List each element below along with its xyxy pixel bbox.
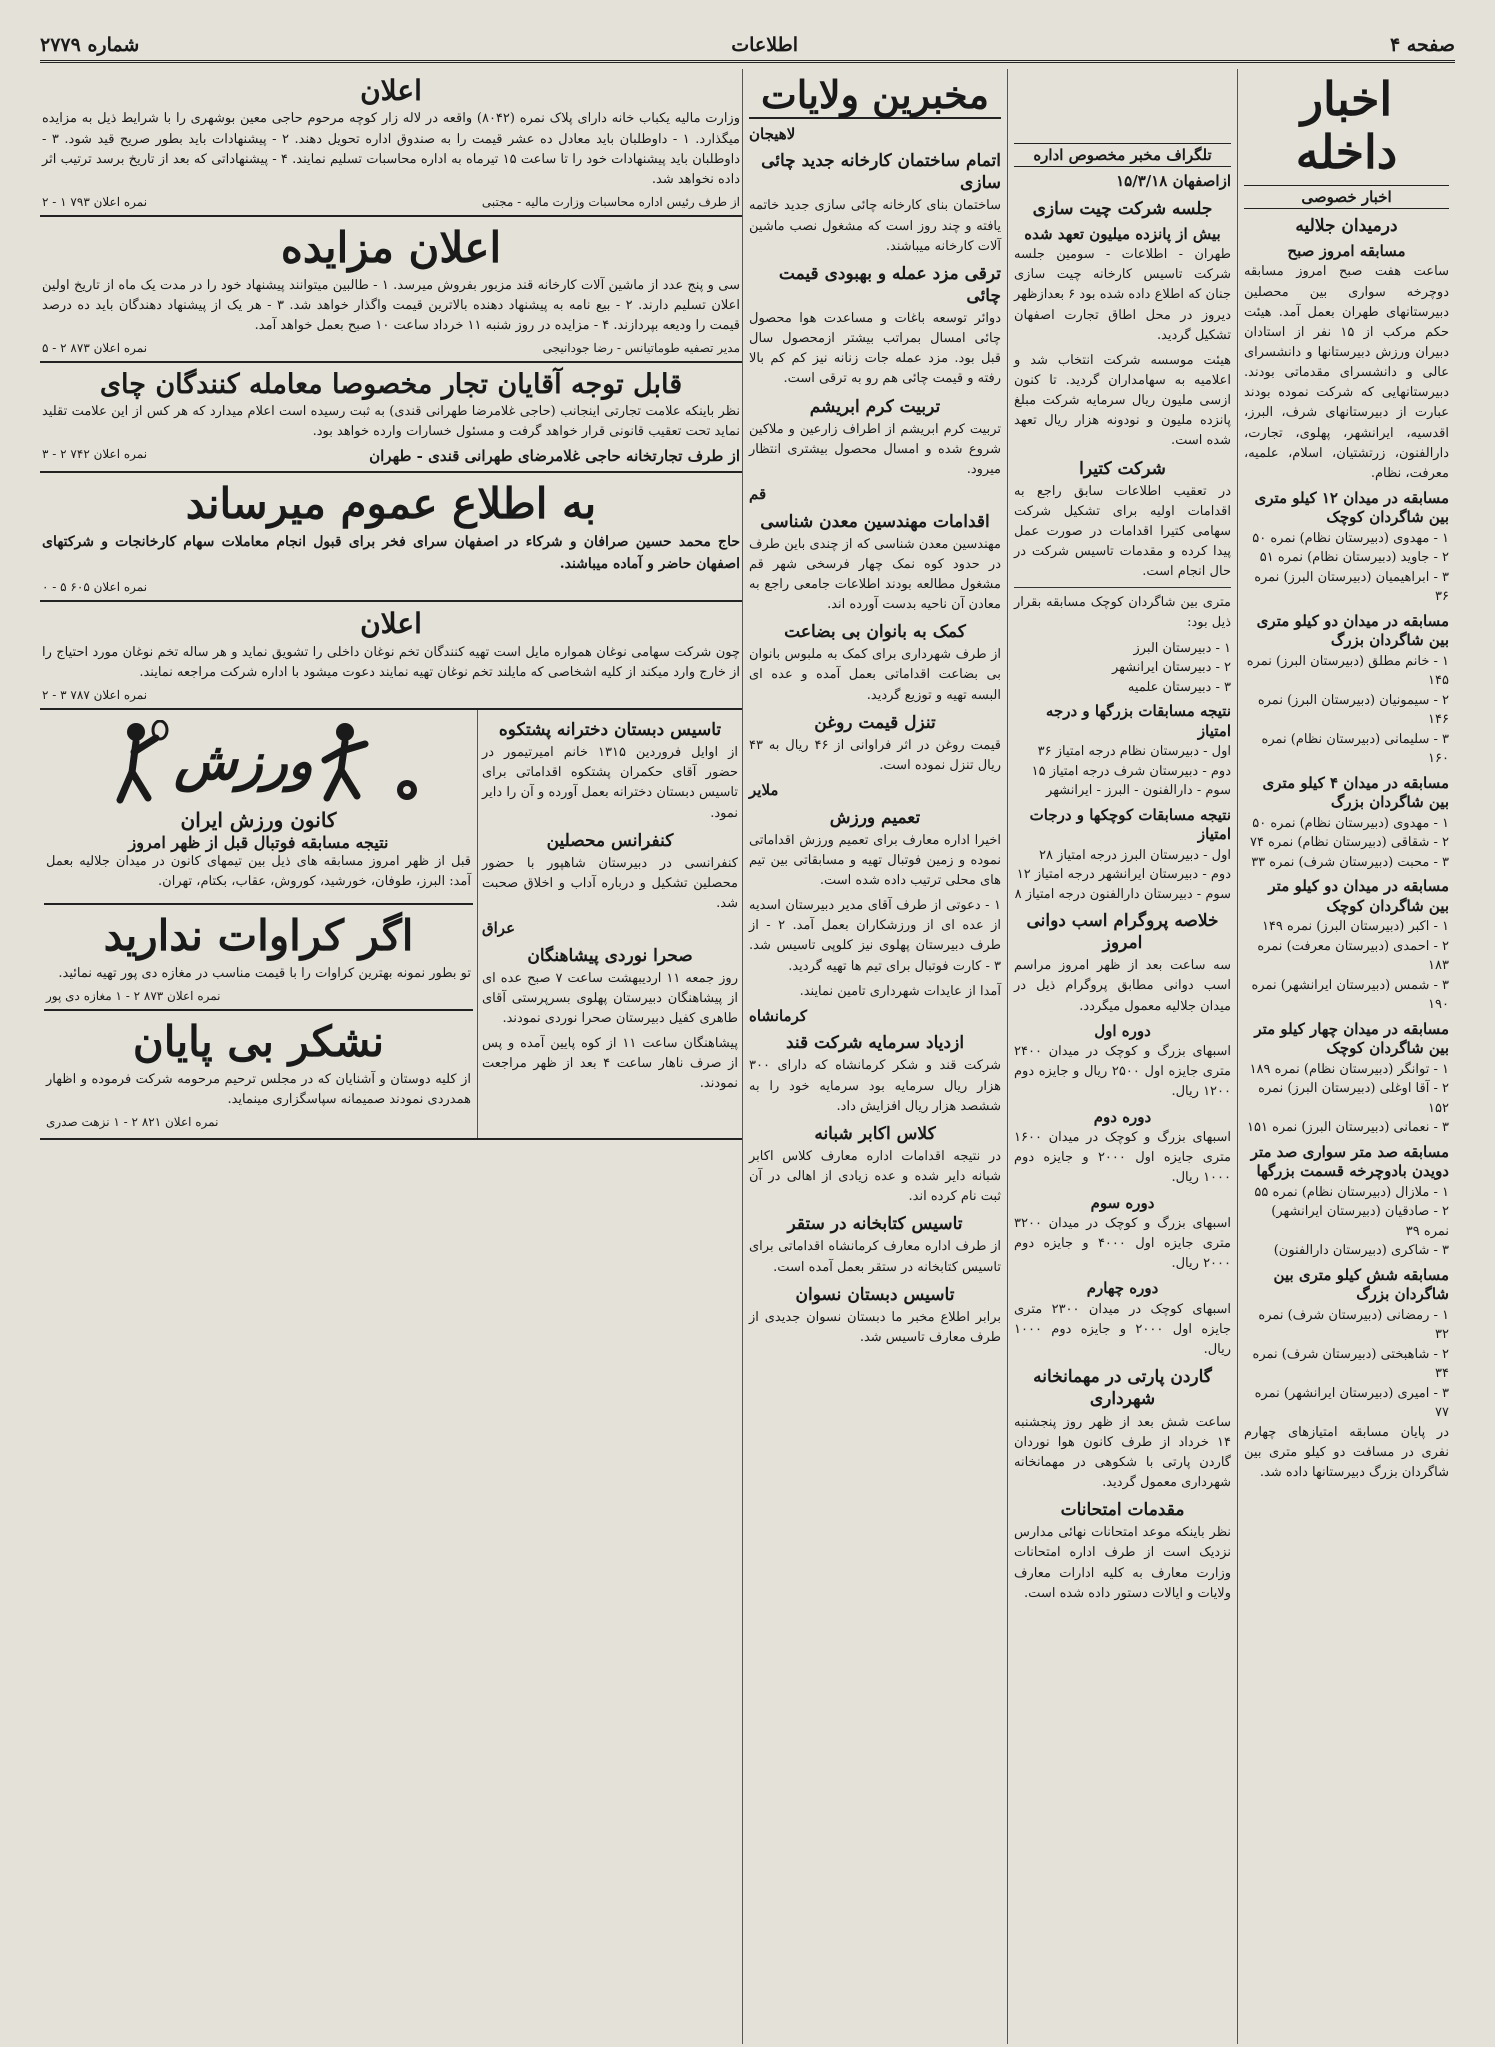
ad5-foot-left: نمره اعلان ۷۸۷ ۳ - ۲ (42, 687, 148, 702)
sport-logo (46, 717, 471, 807)
ad-public-notice (40, 473, 742, 602)
big-rank-1: اول - دبیرستان نظام درجه امتیاز ۳۶ (1037, 744, 1231, 760)
race-e-2: ۲ - آقا اوغلی (دبیرستان البرز) نمره ۱۵۲ (1258, 1081, 1449, 1116)
race-d-3: ۳ - شمس (دبیرستان ایرانشهر) نمره ۱۹۰ (1251, 977, 1449, 1013)
race-a-3: ۳ - ابراهیمیان (دبیرستان البرز) نمره ۳۶ (1254, 569, 1449, 605)
race-a-2: ۲ - جاوید (دبیرستان نظام) نمره ۵۱ (1259, 550, 1449, 566)
race-f-1: ۱ - ملازال (دبیرستان نظام) نمره ۵۵ (1254, 1184, 1449, 1200)
race-c-3: ۳ - محبت (دبیرستان شرف) نمره ۳۳ (1251, 854, 1449, 870)
race-a-1: ۱ - مهدوی (دبیرستان نظام) نمره ۵۰ (1252, 530, 1449, 546)
headline-tea-price: ترقی مزد عمله و بهبودی قیمت چائی (778, 263, 1001, 306)
headline-jalalieh: درمیدان جلالیه (1295, 215, 1398, 236)
big-rank-2: دوم - دبیرستان شرف درجه امتیاز ۱۵ (1031, 763, 1231, 779)
exams-p11: نظر باینکه موعد امتحانات نهائی مدارس نزدیک است از طرف اداره امتحانات وزارت معارف به کلیه ادارات معارف ولایات و ایالات دستور داده شده است. (1014, 1525, 1231, 1601)
headline-library: تاسیس کتابخانه در ستقر (787, 1214, 963, 1235)
ad6-text: تو بطور نمونه بهترین کراوات را با قیمت مناسب در مغازه دی پور تهیه نمائید. (58, 965, 471, 981)
headline-conference: کنفرانس محصلین (546, 830, 674, 851)
tennis-player-icon (90, 720, 170, 804)
ad-auction (40, 217, 742, 363)
conference-p2: کنفرانسی در دبیرستان شاهپور با حضور محصلین تشکیل و درباره آداب و اخلاق صحبت شد. (482, 855, 738, 912)
sport-subtitle: نتیجه مسابقه فوتبال قبل از ظهر امروز (128, 832, 389, 852)
column-telegraph (1007, 69, 1237, 2044)
race-e-1: ۱ - توانگر (دبیرستان نظام) نمره ۱۸۹ (1249, 1061, 1449, 1077)
race-heading-a: مسابقه در میدان ۱۲ کیلو متری بین شاگردان کوچک (1254, 488, 1449, 527)
race-heading-b: مسابقه در میدان دو کیلو متری بین شاگردان بزرگ (1256, 611, 1449, 650)
city-arak: عراق (482, 919, 516, 938)
headline-sports-spread: تعمیم ورزش (829, 807, 921, 828)
ad-thanks (44, 1011, 473, 1135)
columns (40, 69, 1455, 2044)
class-p11: در نتیجه اقدامات اداره معارف کلاس اکابر شبانه دایر شده و عده زیادی از اهالی در آن ثبت نام کرده اند. (749, 1148, 1001, 1205)
ad3-title: قابل توجه آقایان تجار مخصوصا معامله کنندگان چای (99, 368, 683, 400)
ad7-text: از کلیه دوستان و آشنایان که در مجلس ترحیم مرحومه شرکت فرموده و اظهار همدردی نمودند صمیمانه سپاسگزاری مینماید. (46, 1071, 471, 1107)
silk-p3: تربیت کرم ابریشم از اطراف زارعین و ملاکین شروع شده و امسال محصول بیشتری انتظار میرود. (749, 421, 1001, 477)
ad4-footer (42, 580, 740, 594)
ad6-footer (46, 989, 471, 1003)
ad7-title: نشکر بی پایان (132, 1017, 385, 1066)
small-rank-2: دوم - دبیرستان ایرانشهر درجه امتیاز ۱۲ (1016, 867, 1231, 883)
ad1-text: وزارت مالیه یکباب خانه دارای پلاک نمره (۸۰۴۲) واقعه در لاله زار کوچه مرحوم حاجی معین بوشهری را با شرایط ذیل به مزایده میگذارد. ۱ - داوطلبان باید معادل ده عشر قیمت را به صندوق اداره تحویل دهند. ۲ - پیشنهادات باید بطور صریح قید شود. ۳ - داوطلبان باید پیشنهادات خود را تا ساعت ۱۵ تیرماه به اداره محاسبات تسلیم نمایند. ۴ - پیشنهاداتی که بعد از تاریخ برسد ترتیب اثر داده نخواهد شد. (42, 111, 740, 187)
katira-p3: در تعقیب اطلاعات سابق راجع به اقدامات اولیه برای تشکیل شرکت سهامی کتیرا اقدامات در صورت عمل پیدا کرده و مقدمات تاسیس شرکت در حال انجام است. (1014, 483, 1231, 580)
ad3-text: نظر باینکه علامت تجارتی اینجانب (حاجی غلامرضا طهرانی قندی) به ثبت رسیده است اعلام میدارد که هر کس از این علامت تقلید نماید تحت تعقیب قانونی قرار خواهد گرفت و مسئول خسارات وارده خواهد بود. (42, 404, 740, 440)
headline-night-class: کلاس اکابر شبانه (814, 1123, 936, 1144)
headline-silkworm: تربیت کرم ابریشم (809, 396, 941, 417)
horse-round-2: دوره دوم (1093, 1107, 1152, 1126)
ad-necktie (44, 905, 473, 1011)
scouts-p3: روز جمعه ۱۱ اردیبهشت ساعت ۷ صبح عده ای از پیشاهنگان دبیرستان پهلوی بسرپرستی آقای طاهری کفیل دبیرستان صحرا نوردی نمودند. (482, 970, 738, 1027)
ad4-title: به اطلاع عموم میرساند (185, 479, 597, 529)
oil-p6: قیمت روغن در اثر فراوانی از ۴۶ ریال به ۴۳ ریال تنزل نموده است. (749, 737, 1001, 773)
race-b-2: ۲ - سیمونیان (دبیرستان البرز) نمره ۱۴۶ (1257, 692, 1449, 728)
race-b-1: ۱ - خانم مطلق (دبیرستان البرز) نمره ۱۴۵ (1246, 653, 1449, 689)
scouts-p4: پیشاهنگان ساعت ۱۱ از کوه پایین آمده و پس از صرف ناهار ساعت ۴ بعد از ظهر مراجعت نمودند. (482, 1036, 739, 1092)
bottom-split (40, 710, 742, 1140)
ad2-text: سی و پنج عدد از ماشین آلات کارخانه قند مزبور بفروش میرسد. ۱ - طالبین میتوانند پیشنهاد خود را در مدت یک ماه از تاریخ اولین اعلان تسلیم دارند. ۲ - بیع نامه به پیشنهاد دهنده بالاترین قیمت واگذار خواهد شد. ۳ - هر یک از پیشنهاد دهندگان باید ده درصد قیمت را ودیعه بپردازند. ۴ - مزایده در روز شنبه ۱۱ خرداد ساعت ۱۰ صبح بعمل خواهد آمد. (42, 277, 741, 333)
sports-p9: آمدا از عایدات شهرداری تامین نمایند. (799, 983, 1001, 999)
horse-p9: اسبهای کوچک در میدان ۲۳۰۰ متری جایزه اول ۲۰۰۰ و جایزه دوم ۱۰۰۰ ریال. (1014, 1301, 1231, 1358)
ads-lower (40, 710, 477, 1138)
garden-p10: ساعت شش بعد از ظهر روز پنجشنبه ۱۴ خرداد از طرف کانون هوا نوردان گاردن پارتی با شکوهی در مهمانخانه شهرداری معمول گردید. (1014, 1414, 1231, 1490)
tea-p1: ساختمان بنای کارخانه چائی سازی جدید خاتمه یافته و چند روز است که مشغول نصب ماشین آلات کارخانه میباشند. (749, 198, 1001, 254)
mining-p4: مهندسین معدن شناسی که از چندی باین طرف در حدود کوه نمک چهار فرسخی شهر قم مشغول مطالعه بودند اطلاعات جامعی راجع به معادن آن ناحیه بدست آورده اند. (749, 536, 1001, 613)
race-d-2: ۲ - احمدی (دبیرستان معرفت) نمره ۱۸۳ (1257, 938, 1449, 974)
race-g-1: ۱ - رمضانی (دبیرستان شرف) نمره ۳۲ (1258, 1307, 1449, 1343)
horse-round-4: دوره چهارم (1086, 1279, 1159, 1298)
race-outro: در پایان مسابقه امتیازهای چهارم نفری در مسافت دو کیلو متری بین شاگردان بزرگ دبیرستانها داده شد. (1244, 1424, 1449, 1481)
masthead-page: صفحه ۴ (1389, 34, 1455, 56)
school-1: ۱ - دبیرستان البرز (1133, 640, 1231, 656)
horse-p6: اسبهای بزرگ و کوچک در میدان ۲۴۰۰ متری جایزه اول ۲۵۰۰ ریال و جایزه دوم ۱۲۰۰ ریال. (1014, 1044, 1231, 1100)
chit-p1: طهران - اطلاعات - سومین جلسه شرکت تاسیس کارخانه چیت سازی جنان که اطلاع داده شده بود ۶ بعدازظهر دیروز در محل اطاق تجارت اصفهان تشکیل گردید. (1014, 247, 1231, 343)
ad7-footer (46, 1115, 471, 1129)
band-private-news: اخبار خصوصی (1244, 185, 1449, 209)
ad-silk-company (40, 602, 742, 710)
horse-p7: اسبهای بزرگ و کوچک در میدان ۱۶۰۰ متری جایزه اول ۲۰۰۰ و جایزه دوم ۱۰۰۰ ریال. (1014, 1130, 1231, 1186)
race-heading-e: مسابقه در میدان چهار کیلو متر بین شاگردان کوچک (1254, 1019, 1449, 1058)
race-g-2: ۲ - شاهبختی (دبیرستان شرف) نمره ۳۴ (1252, 1346, 1449, 1382)
big-rank-3: سوم - دارالفنون - البرز - ایرانشهر (1046, 783, 1231, 799)
section-title-domestic: اخبار داخله (1295, 72, 1398, 179)
chit-p2: هیئت موسسه شرکت انتخاب شد و اعلامیه به سهامداران گردید. تا کنون ازسی ملیون ریال سرمایه شرکت مبلغ پانزده ملیون و نودونه هزار ریال تعهد شده است. (1014, 352, 1231, 449)
ad4-foot-left: نمره اعلان ۶۰۵ ۵ - ۰ (42, 580, 148, 595)
headline-oil-price: تنزل قیمت روغن (814, 712, 936, 733)
race-heading-g: مسابقه شش کیلو متری بین شاگردان بزرگ (1273, 1265, 1449, 1304)
library-p12: از طرف اداره معارف کرمانشاه اقداماتی برای تاسیس کتابخانه در ستقر بعمل آمده است. (749, 1239, 1001, 1275)
results-intro: متری بین شاگردان کوچک مسابقه بقرار ذیل بود: (1014, 595, 1231, 631)
masthead-issue: شماره ۲۷۷۹ (40, 34, 140, 56)
headline-girls-school: تاسیس دبستان نسوان (795, 1284, 955, 1305)
ad7-foot-left: نمره اعلان ۸۲۱ ۲ - ۱ نزهت صدری (46, 1114, 219, 1129)
race-f-2: ۲ - صادقیان (دبیرستان ایرانشهر) نمره ۳۹ (1271, 1204, 1449, 1239)
race-intro: ساعت هفت صبح امروز مسابقه دوچرخه سواری بین محصلین دبیرستانهای طهران بعمل آمد. هیئت حکم مرکب از ۱۵ نفر از استادان دبیران ورزش دبیرستانها و دانشسرای عالی و دانشسرای مقدماتی بودند. دبیرستانهایی که شرکت نموده بودند عبارت از دبیرستانهای شرف، البرز، اقدسیه، ایرانشهر، پهلوی، تجارت، دارالفنون، زرتشتیان، اسلام، علمیه، معرفت، نظام. (1244, 264, 1449, 481)
ad4-text: حاج محمد حسین صرافان و شرکاء در اصفهان سرای فخر برای قبول انجام معاملات سهام کارخانجات و شرکتهای اصفهان حاضر و آماده میباشند. (42, 533, 740, 572)
horse-round-3: دوره سوم (1090, 1193, 1155, 1212)
ad2-foot-left: نمره اعلان ۸۷۳ ۲ - ۵ (42, 340, 148, 355)
race-c-2: ۲ - شقاقی (دبیرستان نظام) نمره ۷۴ (1250, 835, 1449, 851)
ad-finance-ministry (40, 69, 742, 217)
ad1-title: اعلان (360, 74, 422, 107)
race-heading-d: مسابقه در میدان دو کیلو متر بین شاگردان کوچک (1268, 877, 1449, 915)
band-telegraph: تلگراف مخبر مخصوص اداره (1014, 143, 1231, 167)
sugar-p10: شرکت قند و شکر کرمانشاه که دارای ۳۰۰ هزار ریال سرمایه بود سرمایه خود را به ششصد هزار ریال افزایش داد. (749, 1058, 1001, 1114)
footballer-icon (317, 720, 427, 804)
headline-sugar-capital: ازدیاد سرمایه شرکت قند (785, 1033, 965, 1054)
ad1-footer (42, 195, 740, 209)
race-f-3: ۳ - شاکری (دبیرستان دارالفنون) (1273, 1243, 1449, 1259)
girls-p13: برابر اطلاع مخبر ما دبستان نسوان جدیدی از طرف معارف تاسیس شد. (749, 1309, 1001, 1345)
sport-club-title: کانون ورزش ایران (180, 807, 337, 832)
race-heading-f: مسابقه صد متر سواری صد متر دویدن بادوچرخه قسمت بزرگها (1250, 1142, 1449, 1181)
ad6-title: اگر کراوات ندارید (103, 911, 414, 961)
subheadline-race: مسابقه امروز صبح (1287, 241, 1406, 260)
sports-p8: ۱ - دعوتی از طرف آقای مدیر دبیرستان اسدیه از عده ای از ورزشکاران بعمل آمد. ۲ - از طرف دبیرستان پهلوی نیز کلوپی تاسیس شد. ۳ - کارت فوتبال برای تیم ها تهیه گردید. (749, 898, 1002, 974)
sports-p7: اخیرا اداره معارف برای تعمیم ورزش اقداماتی نموده و زمین فوتبال تهیه و مسابقاتی بین تیم های محلی ترتیب داده شده است. (749, 832, 1001, 888)
city-qom: قم (749, 485, 767, 504)
headline-chit-company: جلسه شرکت چیت سازی (1032, 198, 1213, 219)
sport-word-logo: ورزش (174, 731, 313, 793)
school-3: ۳ - دبیرستان علمیه (1127, 679, 1231, 695)
ad3-foot-left: نمره اعلان ۷۴۲ ۲ - ۳ (42, 447, 148, 462)
ad-sport-club (44, 713, 473, 905)
column-provincial (742, 69, 1007, 2044)
headline-mining: اقدامات مهندسین معدن شناسی (760, 511, 990, 532)
subheadline-pledged: بیش از پانزده میلیون تعهد شده (1024, 224, 1221, 243)
headline-women-aid: کمک به بانوان بی بضاعت (784, 622, 966, 643)
ad1-foot-right: از طرف رئیس اداره محاسبات وزارت مالیه - مجتبی (481, 194, 740, 209)
horse-p8: اسبهای بزرگ و کوچک در میدان ۳۲۰۰ متری جایزه اول ۴۰۰۰ و جایزه دوم ۲۰۰۰ ریال. (1014, 1216, 1231, 1272)
column-ads (40, 69, 742, 2044)
headline-scouts: صحرا نوردی پیشاهنگان (527, 945, 693, 966)
tea-p2: دوائر توسعه باغات و مساعدت هوا محصول چائی امسال بمراتب بیشتر ازمحصول سال قبل بود. مزد عمله جات زنانه نیز کم کم بالا رفته و قیمت چائی هم رو به ترقی است. (749, 310, 1001, 387)
ad5-footer (42, 688, 740, 702)
race-g-3: ۳ - امیری (دبیرستان ایرانشهر) نمره ۷۷ (1254, 1385, 1449, 1421)
horse-p5: سه ساعت بعد از ظهر امروز مراسم اسب دوانی مطابق پروگرام ذیل در میدان جلالیه معمول میگردد. (1014, 958, 1231, 1014)
headline-exams: مقدمات امتحانات (1060, 1500, 1185, 1521)
aid-p5: از طرف شهرداری برای کمک به ملبوس بانوان بی بضاعت اقداماتی بعمل آمده و عده ای البسه تهیه و توزیع گردید. (749, 647, 1001, 703)
headline-horse-race: خلاصه پروگرام اسب دوانی امروز (1026, 911, 1219, 954)
school-2: ۲ - دبیرستان ایرانشهر (1112, 660, 1231, 676)
section-title-provincial: مخبرین ولایات (749, 73, 1001, 119)
small-rank-3: سوم - دبیرستان دارالفنون درجه امتیاز ۸ (1014, 886, 1231, 902)
sport-text: قبل از ظهر امروز مسابقه های ذیل بین تیمهای کانون در میدان جلالیه بعمل آمد: البرز، طوفان، خورشید، کوروش، عقاب، بکتام، تهران. (46, 853, 471, 890)
ad1-foot-left: نمره اعلان ۷۹۳ ۱ - ۲ (42, 194, 148, 209)
divider (1014, 587, 1231, 588)
ad5-text: چون شرکت سهامی نوغان همواره مایل است تهیه کنندگان تخم نوغان داخلی را تشویق نماید و هر ساله تخم نوغان مورد احتیاج را از خارج وارد میکند از کلیه اشخاصی که مایلند تخم نوغان تهیه نمایند دعوت میشود با اداره شرکت مراجعه نمایند. (42, 644, 740, 680)
headline-garden-party: گاردن پارتی در مهمانخانه شهرداری (1033, 1367, 1212, 1410)
ad2-footer (42, 341, 740, 355)
results-small-heading: نتیجه مسابقات کوچکها و درجات امتیاز (1029, 805, 1231, 844)
ad3-footer (42, 447, 740, 465)
ad5-title: اعلان (360, 607, 422, 641)
race-c-1: ۱ - مهدوی (دبیرستان نظام) نمره ۵۰ (1252, 815, 1449, 831)
race-heading-c: مسابقه در میدان ۴ کیلو متری بین شاگردان بزرگ (1262, 773, 1449, 812)
masthead-title: اطلاعات (731, 34, 799, 56)
poshtkuh-p1: از اوایل فروردین ۱۳۱۵ خانم امیرتیمور در حضور آقای حکمران پشتکوه اقداماتی برای تاسیس دبستان دخترانه بعمل آورده و آن را دایر نمود. (482, 745, 739, 821)
ad-tea-traders (40, 363, 742, 473)
column-domestic-sports (1237, 69, 1455, 2044)
city-malayer: ملایر (749, 781, 779, 800)
masthead (40, 34, 1455, 63)
headline-tea-factory: اتمام ساختمان کارخانه جدید چائی سازی (761, 151, 1001, 194)
ad6-foot-left: نمره اعلان ۸۷۳ ۲ - ۱ مغازه دی پور (46, 989, 221, 1003)
city-lahijan: لاهیجان (749, 124, 796, 143)
headline-katira: شرکت کتیرا (1079, 458, 1166, 479)
telegraph-dateline: ازاصفهان ۱۵/۳/۱۸ (1116, 172, 1231, 190)
ad3-signature: از طرف تجارتخانه حاجی غلامرضای طهرانی قندی - طهران (369, 447, 740, 466)
race-e-3: ۳ - نعمانی (دبیرستان البرز) نمره ۱۵۱ (1247, 1120, 1449, 1136)
race-d-1: ۱ - اکبر (دبیرستان البرز) نمره ۱۴۹ (1261, 919, 1449, 935)
ad2-title: اعلان مزایده (280, 222, 502, 272)
ad2-foot-right: مدیر تصفیه طوماتیانس - رضا جودانیجی (542, 340, 740, 355)
col4-news (477, 710, 742, 1138)
race-b-3: ۳ - سلیمانی (دبیرستان نظام) نمره ۱۶۰ (1261, 731, 1449, 767)
results-big-heading: نتیجه مسابقات بزرگها و درجه امتیاز (1045, 702, 1231, 740)
small-rank-1: اول - دبیرستان البرز درجه امتیاز ۲۸ (1039, 847, 1231, 863)
headline-poshtkuh-school: تاسیس دبستان دخترانه پشتکوه (498, 719, 722, 740)
city-kermanshah: کرمانشاه (749, 1006, 808, 1025)
horse-round-1: دوره اول (1094, 1021, 1151, 1040)
